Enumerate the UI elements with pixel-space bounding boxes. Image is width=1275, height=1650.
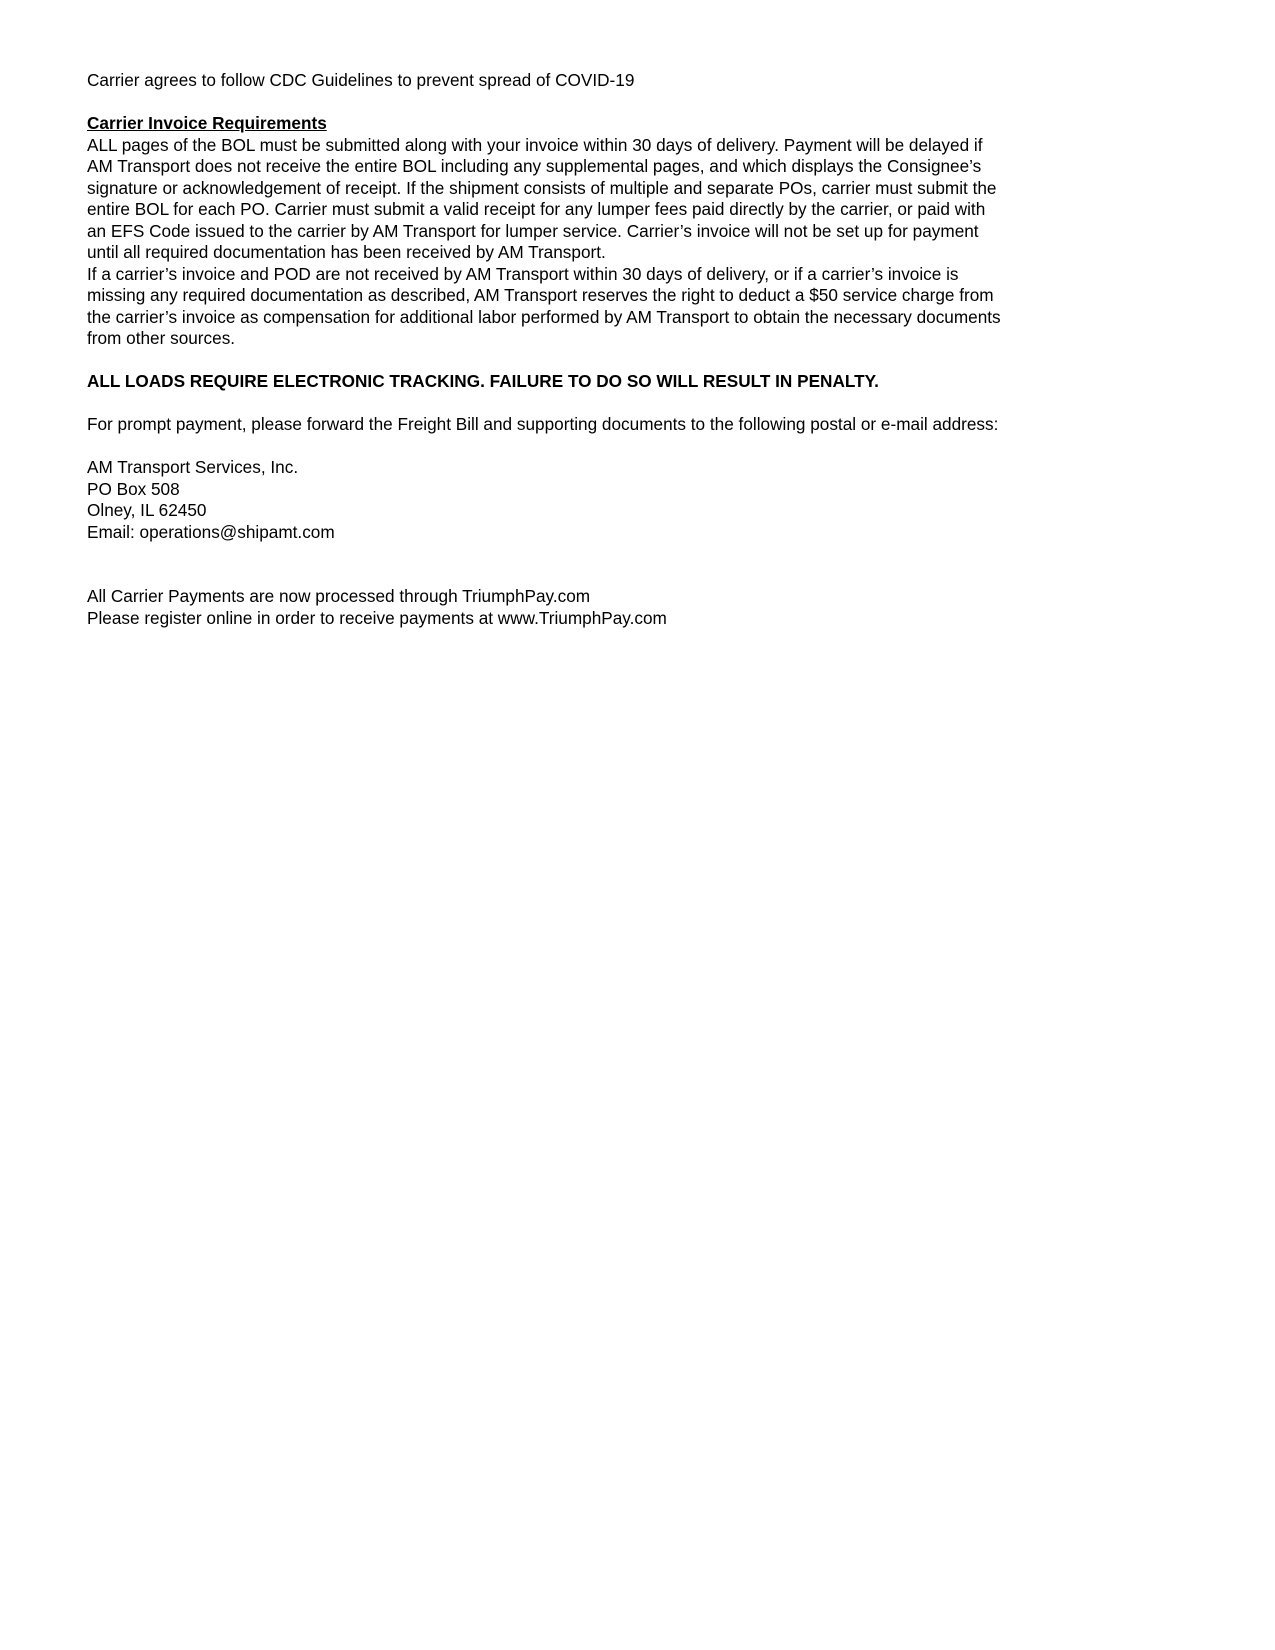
spacer: [87, 393, 1097, 415]
address-po-box: PO Box 508: [87, 478, 180, 499]
payment-instruction: For prompt payment, please forward the Freight Bill and supporting documents to the following postal or e-mail address:: [87, 414, 999, 434]
spacer: [87, 92, 1097, 114]
mailing-address: [87, 457, 1097, 543]
paragraph-line: the carrier’s invoice as compensation for additional labor performed by AM Transport to obtain the necessary documents: [87, 306, 1001, 327]
paragraph-line: AM Transport does not receive the entire BOL including any supplemental pages, and which displays the Consignee’s: [87, 156, 982, 176]
triumphpay-notice: [87, 586, 1097, 629]
invoice-requirements-paragraph-1: [87, 135, 1097, 264]
spacer: [87, 436, 1097, 458]
address-city-state-zip: Olney, IL 62450: [87, 500, 207, 520]
paragraph-line: If a carrier’s invoice and POD are not received by AM Transport within 30 days of delivery, or if a carrier’s invoice is: [87, 263, 959, 284]
paragraph-line: until all required documentation has been received by AM Transport.: [87, 242, 606, 262]
invoice-requirements-heading: Carrier Invoice Requirements: [87, 113, 327, 133]
paragraph-line: missing any required documentation as described, AM Transport reserves the right to deduct a $50 service charge from: [87, 285, 994, 305]
document-body: [87, 70, 1097, 629]
paragraph-line: entire BOL for each PO. Carrier must submit a valid receipt for any lumper fees paid directly by the carrier, or paid with: [87, 199, 986, 219]
paragraph-line: from other sources.: [87, 328, 236, 348]
address-email: Email: operations@shipamt.com: [87, 521, 335, 542]
invoice-requirements-paragraph-2: [87, 264, 1097, 350]
address-company: AM Transport Services, Inc.: [87, 457, 299, 477]
paragraph-line: an EFS Code issued to the carrier by AM Transport for lumper service. Carrier’s invoice will not be set up for payment: [87, 220, 979, 241]
spacer: [87, 543, 1097, 586]
tracking-notice: ALL LOADS REQUIRE ELECTRONIC TRACKING. FAILURE TO DO SO WILL RESULT IN PENALTY.: [87, 371, 879, 391]
paragraph-line: ALL pages of the BOL must be submitted along with your invoice within 30 days of delivery. Payment will be delayed if: [87, 134, 983, 155]
paragraph-line: signature or acknowledgement of receipt. If the shipment consists of multiple and separate POs, carrier must submit the: [87, 177, 997, 198]
covid-notice: Carrier agrees to follow CDC Guidelines to prevent spread of COVID-19: [87, 70, 635, 90]
spacer: [87, 350, 1097, 372]
triumphpay-line-1: All Carrier Payments are now processed through TriumphPay.com: [87, 586, 591, 606]
triumphpay-line-2: Please register online in order to receive payments at www.TriumphPay.com: [87, 607, 667, 628]
